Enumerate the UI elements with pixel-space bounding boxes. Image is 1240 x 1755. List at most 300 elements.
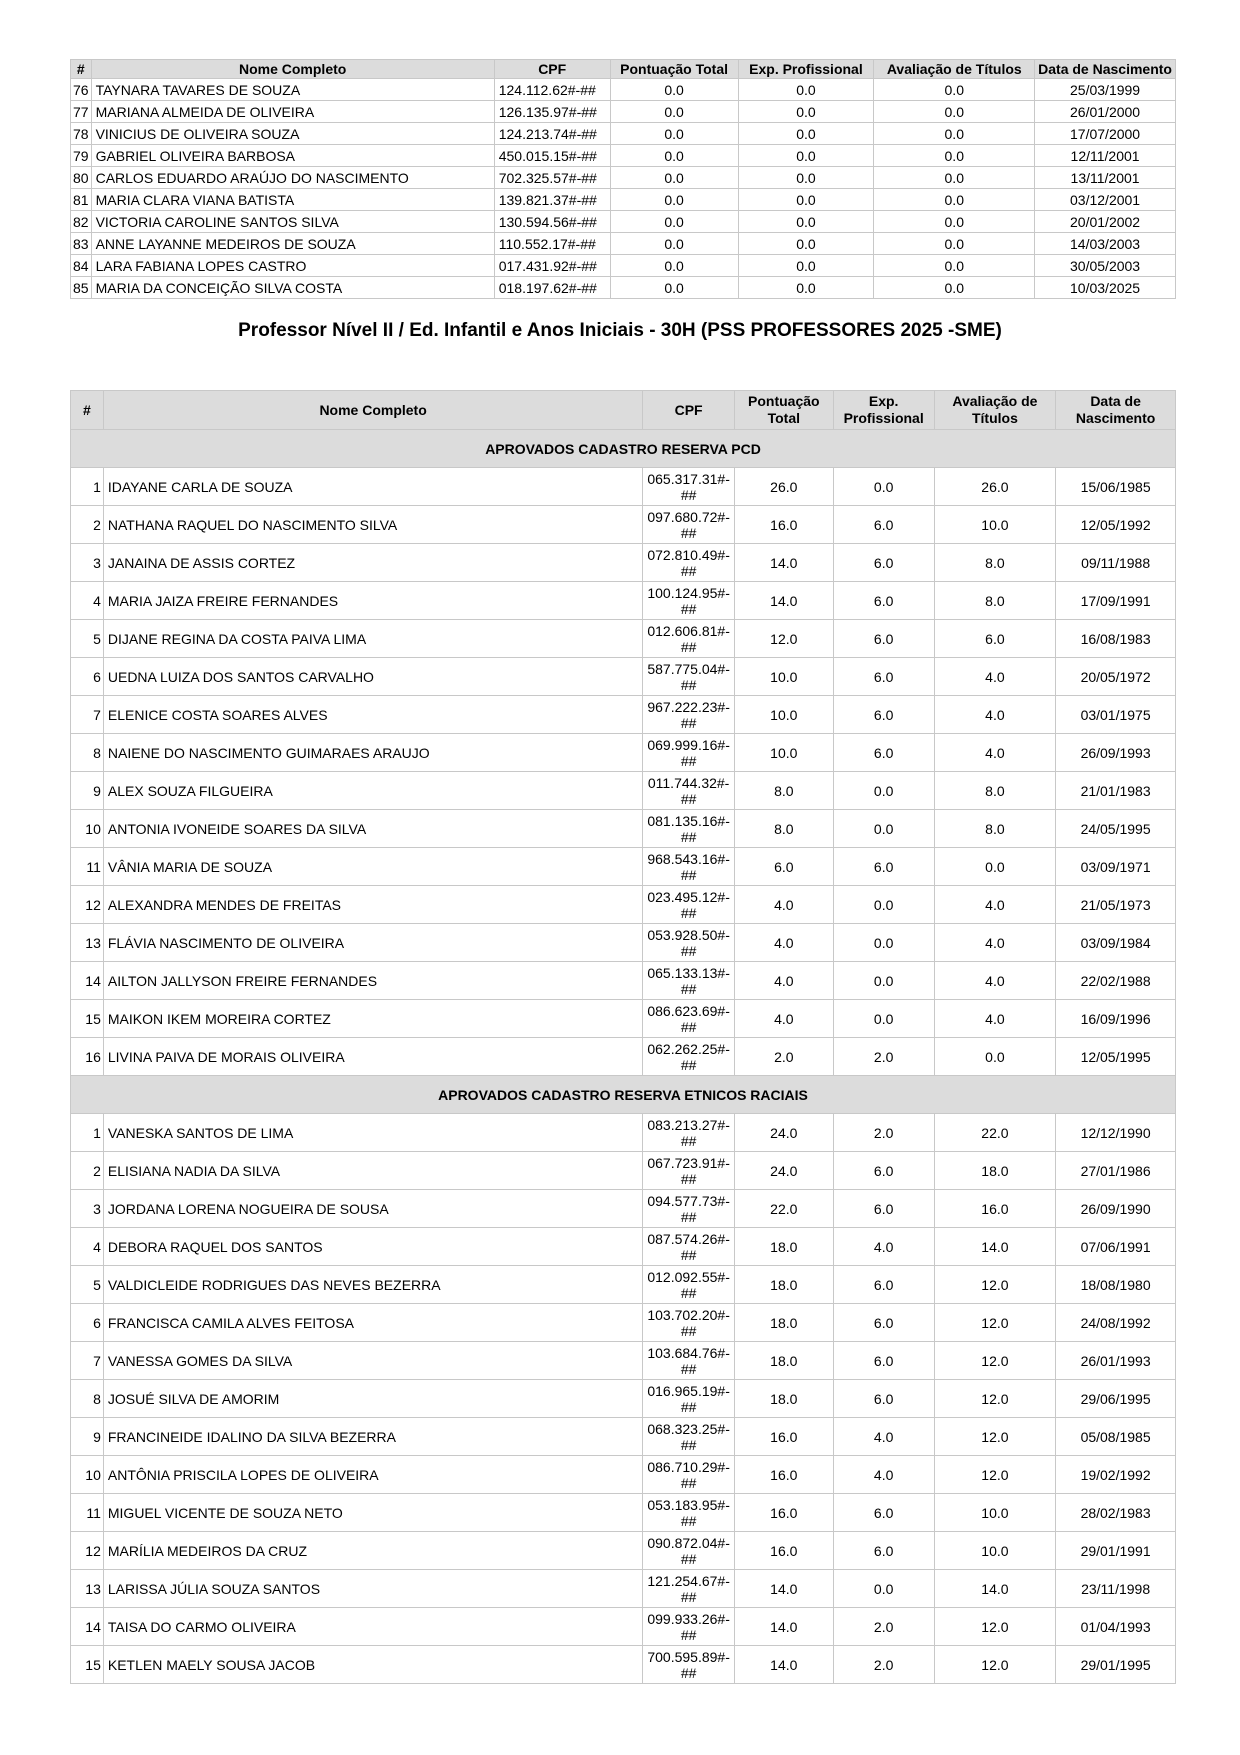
col-professional-exp-header: Exp. Profissional xyxy=(738,60,874,79)
cell-titles-eval: 26.0 xyxy=(934,468,1056,506)
cell-cpf xyxy=(643,1152,735,1190)
cell-number: 5 xyxy=(71,620,104,658)
cell-name: VICTORIA CAROLINE SANTOS SILVA xyxy=(91,211,494,233)
cell-titles-eval: 0.0 xyxy=(874,145,1035,167)
cell-cpf: 110.552.17#-## xyxy=(494,233,610,255)
cell-name: LIVINA PAIVA DE MORAIS OLIVEIRA xyxy=(103,1038,642,1076)
cell-total-score: 24.0 xyxy=(734,1152,833,1190)
table-row xyxy=(71,658,1176,696)
cpf-line-1: 023.495.12#- xyxy=(647,888,730,905)
table-row xyxy=(71,544,1176,582)
cell-total-score: 0.0 xyxy=(610,277,738,299)
cell-professional-exp: 0.0 xyxy=(833,886,934,924)
cell-birth-date: 16/09/1996 xyxy=(1056,1000,1176,1038)
col-total-score-header: Pontuação Total xyxy=(734,391,833,430)
cell-number: 6 xyxy=(71,1304,104,1342)
cell-number: 79 xyxy=(71,145,92,167)
cell-name: IDAYANE CARLA DE SOUZA xyxy=(103,468,642,506)
cell-birth-date: 10/03/2025 xyxy=(1035,277,1176,299)
cell-professional-exp: 6.0 xyxy=(833,1532,934,1570)
cell-name: LARA FABIANA LOPES CASTRO xyxy=(91,255,494,277)
cell-birth-date: 22/02/1988 xyxy=(1056,962,1176,1000)
cell-cpf: 124.213.74#-## xyxy=(494,123,610,145)
cell-number: 14 xyxy=(71,1608,104,1646)
cpf-line-2: ## xyxy=(680,1284,697,1301)
cell-birth-date: 12/12/1990 xyxy=(1056,1114,1176,1152)
cell-total-score: 0.0 xyxy=(610,101,738,123)
cell-titles-eval: 8.0 xyxy=(934,810,1056,848)
cell-birth-date: 17/09/1991 xyxy=(1056,582,1176,620)
cell-name: UEDNA LUIZA DOS SANTOS CARVALHO xyxy=(103,658,642,696)
cell-name: MIGUEL VICENTE DE SOUZA NETO xyxy=(103,1494,642,1532)
col-number-header: # xyxy=(71,60,92,79)
cell-number: 8 xyxy=(71,734,104,772)
cell-professional-exp: 6.0 xyxy=(833,1152,934,1190)
cell-titles-eval: 22.0 xyxy=(934,1114,1056,1152)
cell-birth-date: 17/07/2000 xyxy=(1035,123,1176,145)
cell-name: MARIA JAIZA FREIRE FERNANDES xyxy=(103,582,642,620)
cell-birth-date: 09/11/1988 xyxy=(1056,544,1176,582)
cpf-line-1: 103.684.76#- xyxy=(647,1344,730,1361)
cell-titles-eval: 0.0 xyxy=(874,167,1035,189)
cell-birth-date: 05/08/1985 xyxy=(1056,1418,1176,1456)
cell-professional-exp: 6.0 xyxy=(833,1190,934,1228)
cpf-line-2: ## xyxy=(680,904,697,921)
col-number-header: # xyxy=(71,391,104,430)
cell-titles-eval: 0.0 xyxy=(934,1038,1056,1076)
cpf-line-2: ## xyxy=(680,1360,697,1377)
cell-total-score: 0.0 xyxy=(610,167,738,189)
group-header-row xyxy=(71,1076,1176,1114)
cell-titles-eval: 6.0 xyxy=(934,620,1056,658)
cell-professional-exp: 6.0 xyxy=(833,658,934,696)
cell-total-score: 22.0 xyxy=(734,1190,833,1228)
cell-professional-exp: 0.0 xyxy=(833,772,934,810)
cpf-line-1: 012.092.55#- xyxy=(647,1268,730,1285)
cell-titles-eval: 12.0 xyxy=(934,1304,1056,1342)
cell-total-score: 14.0 xyxy=(734,1608,833,1646)
cell-name: JANAINA DE ASSIS CORTEZ xyxy=(103,544,642,582)
cell-cpf xyxy=(643,1190,735,1228)
cell-number: 85 xyxy=(71,277,92,299)
cell-cpf xyxy=(643,962,735,1000)
cell-name: MARIA DA CONCEIÇÃO SILVA COSTA xyxy=(91,277,494,299)
cell-cpf: 702.325.57#-## xyxy=(494,167,610,189)
cpf-line-1: 090.872.04#- xyxy=(647,1534,730,1551)
cell-cpf xyxy=(643,506,735,544)
cell-total-score: 4.0 xyxy=(734,886,833,924)
cell-cpf xyxy=(643,1228,735,1266)
cell-professional-exp: 6.0 xyxy=(833,506,934,544)
table-row xyxy=(71,1000,1176,1038)
table-row xyxy=(71,255,1176,277)
cell-professional-exp: 6.0 xyxy=(833,620,934,658)
table-row xyxy=(71,1228,1176,1266)
cell-number: 3 xyxy=(71,1190,104,1228)
cell-total-score: 16.0 xyxy=(734,506,833,544)
cell-total-score: 10.0 xyxy=(734,658,833,696)
cell-cpf: 130.594.56#-## xyxy=(494,211,610,233)
cell-cpf xyxy=(643,886,735,924)
table-row xyxy=(71,1152,1176,1190)
candidates-table-continued xyxy=(70,59,1176,299)
cell-name: MARÍLIA MEDEIROS DA CRUZ xyxy=(103,1532,642,1570)
table-row xyxy=(71,1190,1176,1228)
cell-birth-date: 26/01/1993 xyxy=(1056,1342,1176,1380)
cell-birth-date: 26/09/1990 xyxy=(1056,1190,1176,1228)
cell-cpf xyxy=(643,1570,735,1608)
cpf-line-1: 967.222.23#- xyxy=(647,698,730,715)
cpf-line-2: ## xyxy=(680,676,697,693)
cell-professional-exp: 0.0 xyxy=(833,962,934,1000)
cell-professional-exp: 6.0 xyxy=(833,848,934,886)
table-row xyxy=(71,1494,1176,1532)
cell-name: TAISA DO CARMO OLIVEIRA xyxy=(103,1608,642,1646)
cell-professional-exp: 0.0 xyxy=(738,211,874,233)
cell-titles-eval: 4.0 xyxy=(934,962,1056,1000)
candidates-table xyxy=(70,390,1176,1684)
cpf-line-1: 072.810.49#- xyxy=(647,546,730,563)
cell-total-score: 18.0 xyxy=(734,1380,833,1418)
cell-cpf xyxy=(643,1380,735,1418)
table-row xyxy=(71,810,1176,848)
cell-titles-eval: 8.0 xyxy=(934,582,1056,620)
cell-total-score: 14.0 xyxy=(734,582,833,620)
cell-cpf xyxy=(643,468,735,506)
cell-professional-exp: 2.0 xyxy=(833,1646,934,1684)
cell-name: JORDANA LORENA NOGUEIRA DE SOUSA xyxy=(103,1190,642,1228)
cell-cpf: 124.112.62#-## xyxy=(494,79,610,101)
cell-name: DIJANE REGINA DA COSTA PAIVA LIMA xyxy=(103,620,642,658)
cell-number: 10 xyxy=(71,810,104,848)
cpf-line-1: 081.135.16#- xyxy=(647,812,730,829)
cell-birth-date: 21/05/1973 xyxy=(1056,886,1176,924)
cell-total-score: 10.0 xyxy=(734,734,833,772)
cell-number: 2 xyxy=(71,506,104,544)
cell-titles-eval: 4.0 xyxy=(934,886,1056,924)
cell-titles-eval: 14.0 xyxy=(934,1570,1056,1608)
cell-titles-eval: 8.0 xyxy=(934,772,1056,810)
cpf-line-2: ## xyxy=(680,1170,697,1187)
section-title: Professor Nível II / Ed. Infantil e Anos Iniciais - 30H (PSS PROFESSORES 2025 -SME) xyxy=(238,320,1002,341)
cpf-line-2: ## xyxy=(680,1056,697,1073)
cell-total-score: 8.0 xyxy=(734,810,833,848)
cell-cpf xyxy=(643,582,735,620)
cell-cpf xyxy=(643,696,735,734)
table-row xyxy=(71,1038,1176,1076)
cpf-line-2: ## xyxy=(680,866,697,883)
cell-total-score: 0.0 xyxy=(610,233,738,255)
cell-name: ANTONIA IVONEIDE SOARES DA SILVA xyxy=(103,810,642,848)
table-row xyxy=(71,1456,1176,1494)
cell-professional-exp: 0.0 xyxy=(738,189,874,211)
cpf-line-1: 062.262.25#- xyxy=(647,1040,730,1057)
cell-titles-eval: 4.0 xyxy=(934,734,1056,772)
cell-cpf xyxy=(643,1532,735,1570)
cell-number: 15 xyxy=(71,1000,104,1038)
cell-total-score: 10.0 xyxy=(734,696,833,734)
cell-number: 11 xyxy=(71,848,104,886)
table-row xyxy=(71,696,1176,734)
col-birth-date-header: Data de Nascimento xyxy=(1035,60,1176,79)
cell-professional-exp: 0.0 xyxy=(738,123,874,145)
cell-cpf: 017.431.92#-## xyxy=(494,255,610,277)
cell-birth-date: 12/11/2001 xyxy=(1035,145,1176,167)
cell-titles-eval: 0.0 xyxy=(874,189,1035,211)
cpf-line-2: ## xyxy=(680,1474,697,1491)
cell-birth-date: 21/01/1983 xyxy=(1056,772,1176,810)
cell-cpf xyxy=(643,1418,735,1456)
cell-name: ELENICE COSTA SOARES ALVES xyxy=(103,696,642,734)
cell-titles-eval: 12.0 xyxy=(934,1266,1056,1304)
cell-birth-date: 25/03/1999 xyxy=(1035,79,1176,101)
table-row xyxy=(71,189,1176,211)
cpf-line-1: 067.723.91#- xyxy=(647,1154,730,1171)
cell-birth-date: 19/02/1992 xyxy=(1056,1456,1176,1494)
cell-number: 15 xyxy=(71,1646,104,1684)
cell-cpf xyxy=(643,1608,735,1646)
table-row xyxy=(71,1608,1176,1646)
col-name-header: Nome Completo xyxy=(103,391,642,430)
cell-cpf xyxy=(643,658,735,696)
cell-birth-date: 27/01/1986 xyxy=(1056,1152,1176,1190)
cell-cpf xyxy=(643,810,735,848)
cell-titles-eval: 0.0 xyxy=(874,123,1035,145)
cell-professional-exp: 0.0 xyxy=(738,79,874,101)
cpf-line-1: 065.317.31#- xyxy=(647,470,730,487)
cell-birth-date: 20/05/1972 xyxy=(1056,658,1176,696)
cell-titles-eval: 0.0 xyxy=(874,255,1035,277)
table-row xyxy=(71,506,1176,544)
cpf-line-1: 016.965.19#- xyxy=(647,1382,730,1399)
cpf-line-2: ## xyxy=(680,1132,697,1149)
table-row xyxy=(71,848,1176,886)
cell-cpf xyxy=(643,1646,735,1684)
cell-titles-eval: 12.0 xyxy=(934,1456,1056,1494)
cell-number: 80 xyxy=(71,167,92,189)
cell-titles-eval: 4.0 xyxy=(934,924,1056,962)
table-row xyxy=(71,1342,1176,1380)
cell-cpf: 450.015.15#-## xyxy=(494,145,610,167)
cell-name: FRANCINEIDE IDALINO DA SILVA BEZERRA xyxy=(103,1418,642,1456)
cell-birth-date: 12/05/1995 xyxy=(1056,1038,1176,1076)
col-titles-eval-header: Avaliação de Títulos xyxy=(934,391,1056,430)
cell-number: 12 xyxy=(71,886,104,924)
cell-professional-exp: 0.0 xyxy=(738,167,874,189)
cell-name: CARLOS EDUARDO ARAÚJO DO NASCIMENTO xyxy=(91,167,494,189)
cell-number: 4 xyxy=(71,582,104,620)
cpf-line-2: ## xyxy=(680,752,697,769)
cpf-line-1: 012.606.81#- xyxy=(647,622,730,639)
cell-number: 9 xyxy=(71,772,104,810)
cell-name: JOSUÉ SILVA DE AMORIM xyxy=(103,1380,642,1418)
cell-number: 1 xyxy=(71,1114,104,1152)
table-row xyxy=(71,620,1176,658)
cell-number: 6 xyxy=(71,658,104,696)
cell-professional-exp: 0.0 xyxy=(738,145,874,167)
cell-birth-date: 26/09/1993 xyxy=(1056,734,1176,772)
cell-titles-eval: 0.0 xyxy=(874,79,1035,101)
cell-professional-exp: 4.0 xyxy=(833,1418,934,1456)
cell-professional-exp: 2.0 xyxy=(833,1114,934,1152)
table-header-row xyxy=(71,60,1176,79)
cell-professional-exp: 2.0 xyxy=(833,1608,934,1646)
cell-birth-date: 03/09/1984 xyxy=(1056,924,1176,962)
table-row xyxy=(71,1532,1176,1570)
cell-cpf xyxy=(643,1114,735,1152)
cell-cpf xyxy=(643,1000,735,1038)
cell-titles-eval: 10.0 xyxy=(934,1494,1056,1532)
cell-professional-exp: 2.0 xyxy=(833,1038,934,1076)
cell-professional-exp: 4.0 xyxy=(833,1228,934,1266)
cpf-line-2: ## xyxy=(680,1550,697,1567)
cell-titles-eval: 0.0 xyxy=(874,101,1035,123)
cell-total-score: 0.0 xyxy=(610,255,738,277)
cell-birth-date: 01/04/1993 xyxy=(1056,1608,1176,1646)
cell-birth-date: 29/01/1991 xyxy=(1056,1532,1176,1570)
cell-titles-eval: 16.0 xyxy=(934,1190,1056,1228)
cpf-line-2: ## xyxy=(680,1398,697,1415)
cpf-line-1: 103.702.20#- xyxy=(647,1306,730,1323)
cpf-line-1: 968.543.16#- xyxy=(647,850,730,867)
cpf-line-2: ## xyxy=(680,600,697,617)
cell-total-score: 18.0 xyxy=(734,1266,833,1304)
cell-birth-date: 12/05/1992 xyxy=(1056,506,1176,544)
cpf-line-2: ## xyxy=(680,828,697,845)
col-titles-eval-header: Avaliação de Títulos xyxy=(874,60,1035,79)
cell-cpf xyxy=(643,924,735,962)
cell-name: GABRIEL OLIVEIRA BARBOSA xyxy=(91,145,494,167)
cpf-line-2: ## xyxy=(680,1018,697,1035)
cell-titles-eval: 0.0 xyxy=(874,211,1035,233)
cell-total-score: 16.0 xyxy=(734,1418,833,1456)
cell-cpf xyxy=(643,1304,735,1342)
cell-birth-date: 23/11/1998 xyxy=(1056,1570,1176,1608)
cell-cpf xyxy=(643,1038,735,1076)
cell-total-score: 18.0 xyxy=(734,1228,833,1266)
cell-total-score: 4.0 xyxy=(734,924,833,962)
group-header-row xyxy=(71,430,1176,468)
cell-professional-exp: 0.0 xyxy=(738,255,874,277)
cell-birth-date: 26/01/2000 xyxy=(1035,101,1176,123)
cell-name: ELISIANA NADIA DA SILVA xyxy=(103,1152,642,1190)
cpf-line-2: ## xyxy=(680,1322,697,1339)
cell-professional-exp: 0.0 xyxy=(833,1570,934,1608)
cell-number: 11 xyxy=(71,1494,104,1532)
cell-professional-exp: 0.0 xyxy=(833,924,934,962)
cell-name: NATHANA RAQUEL DO NASCIMENTO SILVA xyxy=(103,506,642,544)
cell-name: VANESKA SANTOS DE LIMA xyxy=(103,1114,642,1152)
cpf-line-1: 086.710.29#- xyxy=(647,1458,730,1475)
cell-professional-exp: 6.0 xyxy=(833,696,934,734)
cpf-line-2: ## xyxy=(680,1436,697,1453)
cpf-line-1: 087.574.26#- xyxy=(647,1230,730,1247)
table-row xyxy=(71,886,1176,924)
cell-titles-eval: 0.0 xyxy=(874,233,1035,255)
cell-name: VALDICLEIDE RODRIGUES DAS NEVES BEZERRA xyxy=(103,1266,642,1304)
cell-number: 10 xyxy=(71,1456,104,1494)
cell-number: 14 xyxy=(71,962,104,1000)
group-title: APROVADOS CADASTRO RESERVA PCD xyxy=(71,430,1176,468)
table-row xyxy=(71,277,1176,299)
cell-total-score: 4.0 xyxy=(734,1000,833,1038)
table-row xyxy=(71,1304,1176,1342)
cell-name: ALEXANDRA MENDES DE FREITAS xyxy=(103,886,642,924)
cpf-line-2: ## xyxy=(680,486,697,503)
cell-number: 9 xyxy=(71,1418,104,1456)
cell-titles-eval: 14.0 xyxy=(934,1228,1056,1266)
cell-titles-eval: 8.0 xyxy=(934,544,1056,582)
cell-number: 7 xyxy=(71,696,104,734)
cell-name: NAIENE DO NASCIMENTO GUIMARAES ARAUJO xyxy=(103,734,642,772)
cell-number: 7 xyxy=(71,1342,104,1380)
cell-total-score: 26.0 xyxy=(734,468,833,506)
cell-total-score: 0.0 xyxy=(610,79,738,101)
cell-birth-date: 20/01/2002 xyxy=(1035,211,1176,233)
cell-cpf: 018.197.62#-## xyxy=(494,277,610,299)
cell-total-score: 4.0 xyxy=(734,962,833,1000)
cpf-line-1: 068.323.25#- xyxy=(647,1420,730,1437)
cell-name: MARIA CLARA VIANA BATISTA xyxy=(91,189,494,211)
cpf-line-1: 099.933.26#- xyxy=(647,1610,730,1627)
cell-birth-date: 15/06/1985 xyxy=(1056,468,1176,506)
cpf-line-2: ## xyxy=(680,790,697,807)
table-row xyxy=(71,1570,1176,1608)
cell-titles-eval: 0.0 xyxy=(934,848,1056,886)
cell-number: 76 xyxy=(71,79,92,101)
cell-professional-exp: 6.0 xyxy=(833,1342,934,1380)
cell-total-score: 14.0 xyxy=(734,544,833,582)
cpf-line-2: ## xyxy=(680,980,697,997)
cell-titles-eval: 18.0 xyxy=(934,1152,1056,1190)
table-row xyxy=(71,101,1176,123)
cell-number: 13 xyxy=(71,1570,104,1608)
cpf-line-1: 083.213.27#- xyxy=(647,1116,730,1133)
cell-professional-exp: 6.0 xyxy=(833,734,934,772)
cell-number: 12 xyxy=(71,1532,104,1570)
cpf-line-1: 587.775.04#- xyxy=(647,660,730,677)
col-cpf-header: CPF xyxy=(643,391,735,430)
cpf-line-1: 065.133.13#- xyxy=(647,964,730,981)
cell-titles-eval: 10.0 xyxy=(934,506,1056,544)
cell-cpf: 139.821.37#-## xyxy=(494,189,610,211)
cell-total-score: 14.0 xyxy=(734,1570,833,1608)
cell-name: VÂNIA MARIA DE SOUZA xyxy=(103,848,642,886)
cell-birth-date: 24/05/1995 xyxy=(1056,810,1176,848)
cell-total-score: 16.0 xyxy=(734,1532,833,1570)
cell-birth-date: 14/03/2003 xyxy=(1035,233,1176,255)
cpf-line-1: 094.577.73#- xyxy=(647,1192,730,1209)
cpf-line-2: ## xyxy=(680,1246,697,1263)
cell-name: TAYNARA TAVARES DE SOUZA xyxy=(91,79,494,101)
cell-professional-exp: 0.0 xyxy=(738,277,874,299)
cell-birth-date: 07/06/1991 xyxy=(1056,1228,1176,1266)
table-row xyxy=(71,734,1176,772)
cpf-line-1: 097.680.72#- xyxy=(647,508,730,525)
cell-professional-exp: 6.0 xyxy=(833,544,934,582)
cpf-line-1: 086.623.69#- xyxy=(647,1002,730,1019)
cell-professional-exp: 0.0 xyxy=(833,468,934,506)
cell-birth-date: 28/02/1983 xyxy=(1056,1494,1176,1532)
cell-total-score: 18.0 xyxy=(734,1342,833,1380)
cpf-line-1: 069.999.16#- xyxy=(647,736,730,753)
cell-cpf xyxy=(643,544,735,582)
table-row xyxy=(71,1418,1176,1456)
cell-birth-date: 03/01/1975 xyxy=(1056,696,1176,734)
cell-number: 84 xyxy=(71,255,92,277)
col-name-header: Nome Completo xyxy=(91,60,494,79)
cell-name: DEBORA RAQUEL DOS SANTOS xyxy=(103,1228,642,1266)
